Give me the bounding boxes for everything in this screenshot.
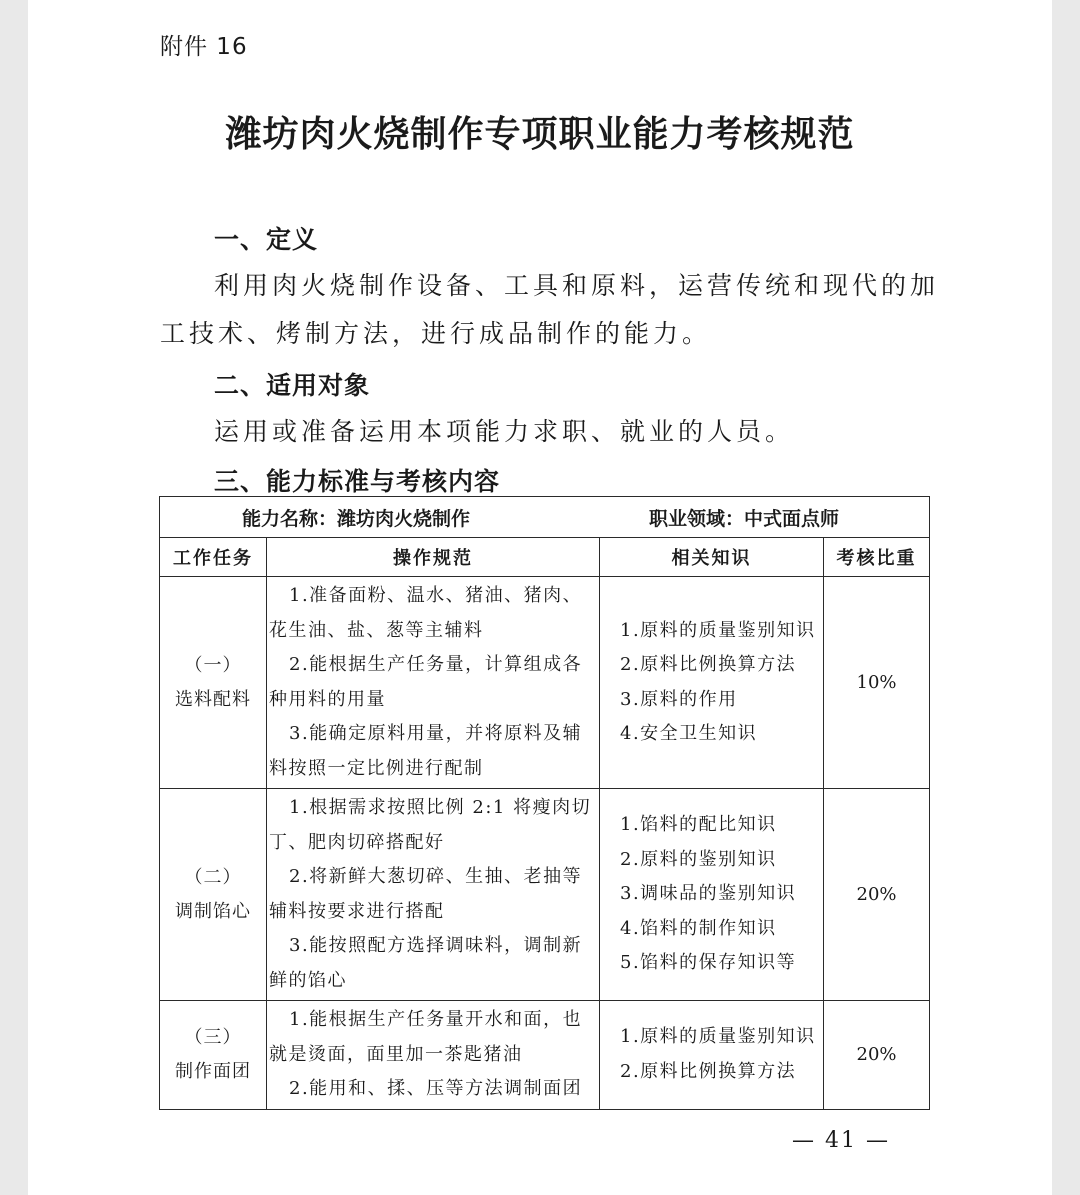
assessment-table <box>159 496 930 1110</box>
knowledge-item: 2.原料比例换算方法 <box>620 1060 797 1082</box>
task-number: （一） <box>184 654 242 676</box>
table-row <box>160 1001 930 1110</box>
knowledge-item: 3.调味品的鉴别知识 <box>620 883 797 905</box>
task-cell <box>160 789 267 1001</box>
knowledge-item: 4.安全卫生知识 <box>620 723 758 744</box>
ops-item: 2.将新鲜大葱切碎、生抽、老抽等辅料按要求进行搭配 <box>269 866 583 922</box>
knowledge-item: 4.馅料的制作知识 <box>620 917 777 939</box>
ops-item: 3.能按照配方选择调味料，调制新鲜的馅心 <box>269 935 583 991</box>
weight-cell: 10% <box>824 577 930 789</box>
task-name: 选料配料 <box>175 688 251 710</box>
knowledge-item: 2.原料比例换算方法 <box>620 654 797 675</box>
knowledge-item: 3.原料的作用 <box>620 688 738 710</box>
document-title: 潍坊肉火烧制作专项职业能力考核规范 <box>225 114 855 155</box>
standard-heading: 三、能力标准与考核内容 <box>214 467 501 496</box>
target-text: 运用或准备运用本项能力求职、就业的人员。 <box>214 417 795 446</box>
task-number: （三） <box>184 1026 242 1048</box>
knowledge-cell <box>600 577 824 789</box>
target-heading: 二、适用对象 <box>214 371 371 400</box>
knowledge-item: 1.原料的质量鉴别知识 <box>620 1026 816 1048</box>
ops-item: 1.准备面粉、温水、猪油、猪肉、花生油、盐、葱等主辅料 <box>269 585 583 641</box>
task-cell <box>160 1001 267 1110</box>
column-header-knowledge: 相关知识 <box>600 538 824 577</box>
column-header-task: 工作任务 <box>160 538 267 577</box>
weight-cell: 20% <box>824 1001 930 1110</box>
table-row <box>160 577 930 789</box>
knowledge-item: 2.原料的鉴别知识 <box>620 848 777 870</box>
definition-heading: 一、定义 <box>214 225 319 254</box>
column-header-weight: 考核比重 <box>824 538 930 577</box>
ability-name: 能力名称：潍坊肉火烧制作 <box>242 507 471 530</box>
knowledge-item: 1.原料的质量鉴别知识 <box>620 619 816 641</box>
document-page <box>28 0 1052 1195</box>
occupation-field: 职业领域：中式面点师 <box>649 507 840 530</box>
definition-text: 利用肉火烧制作设备、工具和原料，运营传统和现代的加工技术、烤制方法，进行成品制作的能力。 <box>160 271 940 348</box>
task-cell <box>160 577 267 789</box>
knowledge-item: 1.馅料的配比知识 <box>620 814 777 836</box>
ops-cell <box>267 577 600 789</box>
ops-item: 3.能确定原料用量，并将原料及辅料按照一定比例进行配制 <box>269 723 583 779</box>
ops-item: 2.能根据生产任务量，计算组成各种用料的用量 <box>269 654 583 710</box>
page-number: — 41 — <box>792 1128 890 1153</box>
knowledge-item: 5.馅料的保存知识等 <box>620 952 797 974</box>
table-info-row <box>160 497 930 538</box>
knowledge-cell <box>600 789 824 1001</box>
task-name: 调制馅心 <box>175 900 251 922</box>
task-name: 制作面团 <box>175 1060 251 1082</box>
ops-item: 2.能用和、揉、压等方法调制面团 <box>289 1078 583 1099</box>
ops-item: 1.根据需求按照比例 2:1 将瘦肉切丁、肥肉切碎搭配好 <box>269 797 592 853</box>
task-number: （二） <box>184 866 242 888</box>
weight-cell: 20% <box>824 789 930 1001</box>
ops-cell <box>267 1001 600 1110</box>
column-header-ops: 操作规范 <box>267 538 600 577</box>
ops-item: 1.能根据生产任务量开水和面，也就是烫面，面里加一茶匙猪油 <box>269 1009 583 1065</box>
ops-cell <box>267 789 600 1001</box>
attachment-label: 附件 16 <box>160 34 248 60</box>
table-row <box>160 789 930 1001</box>
knowledge-cell <box>600 1001 824 1110</box>
